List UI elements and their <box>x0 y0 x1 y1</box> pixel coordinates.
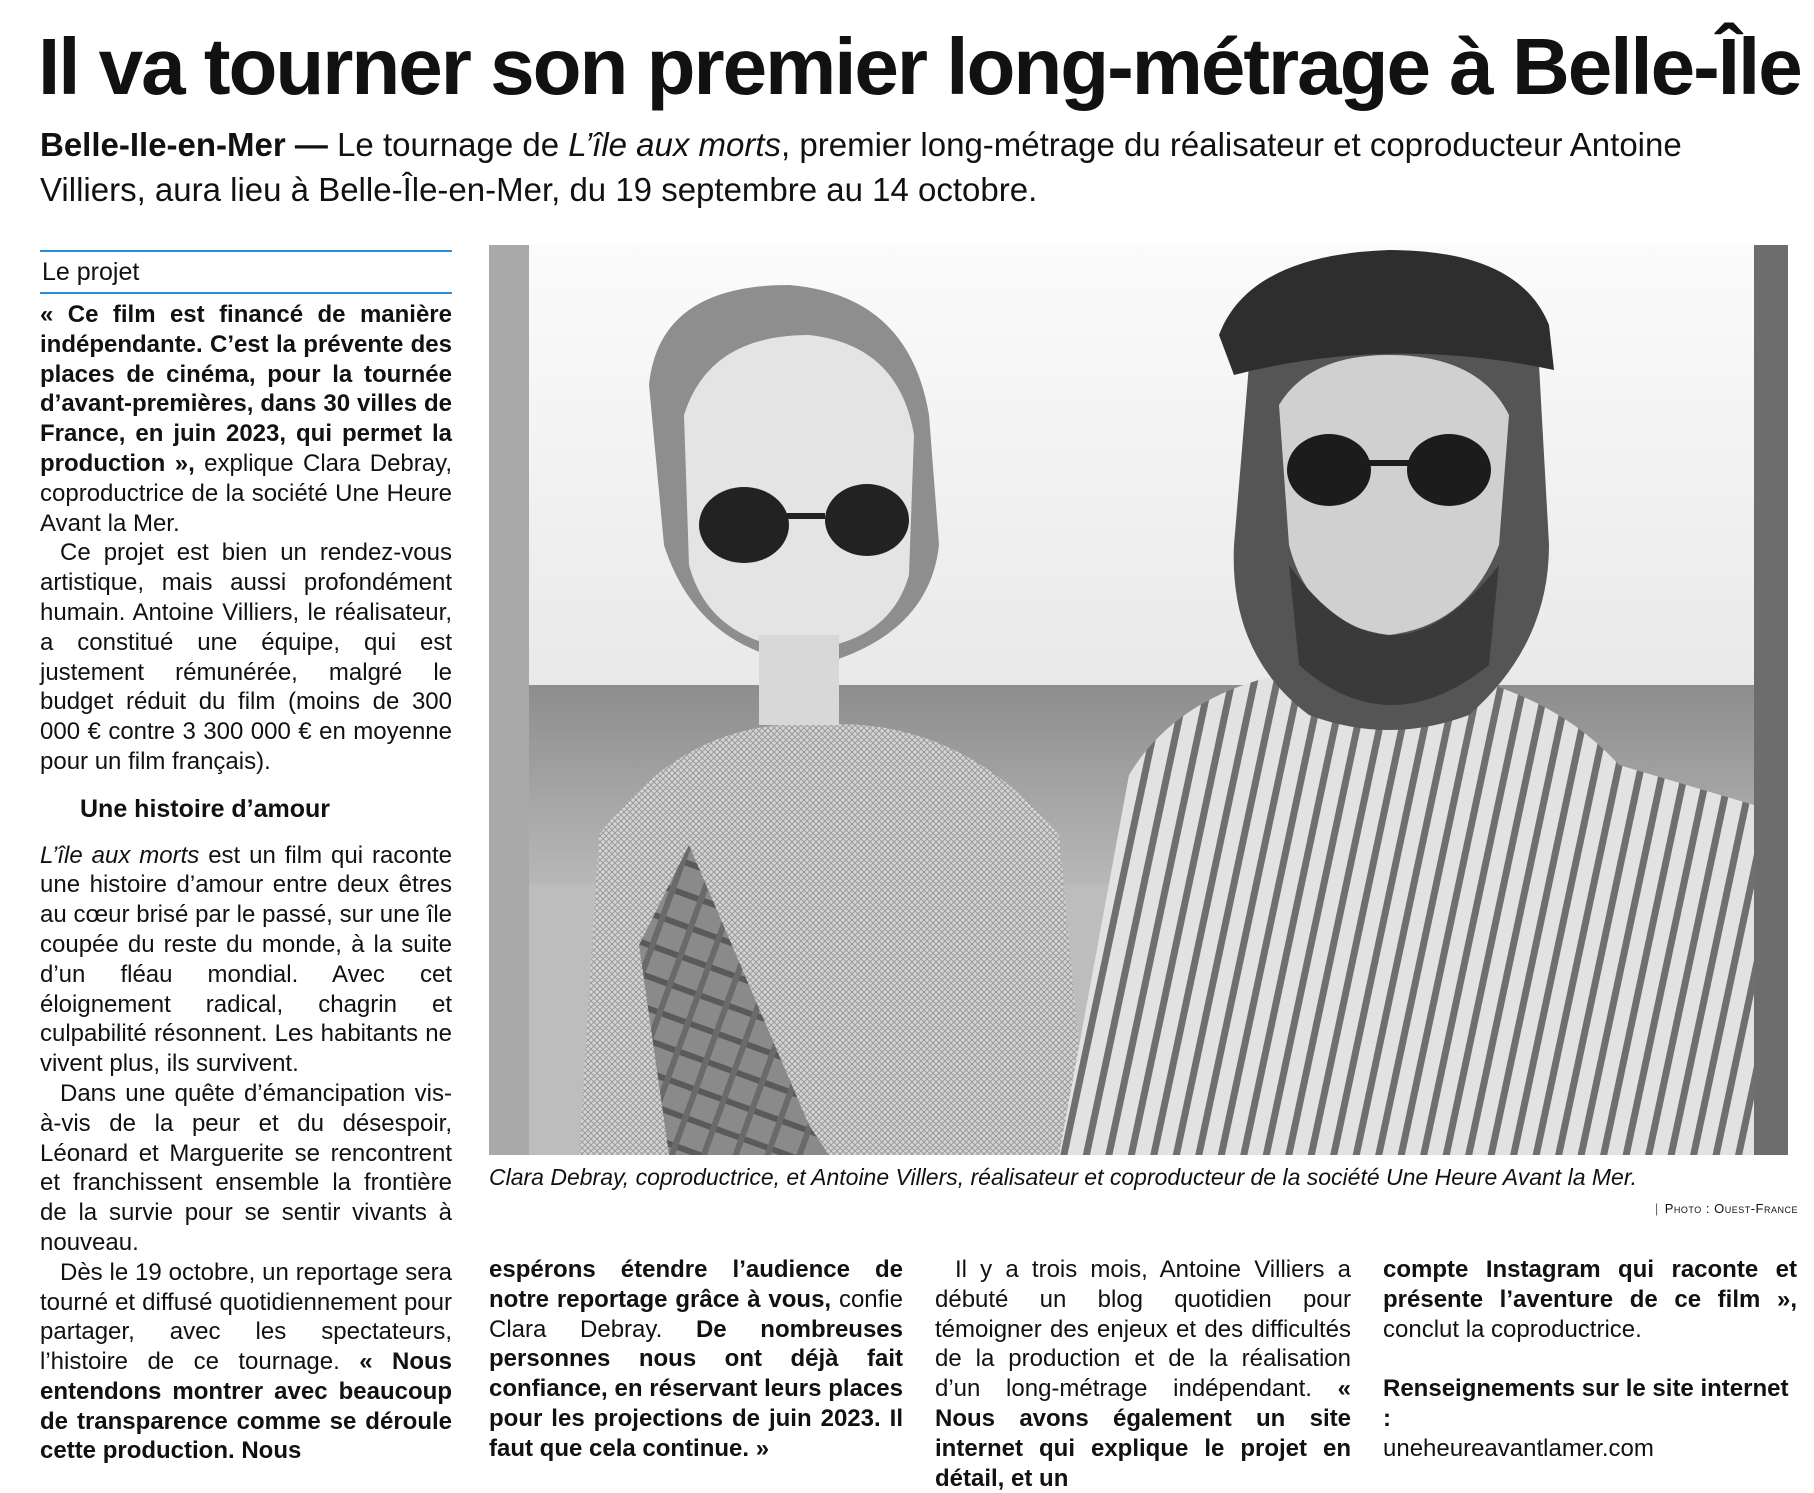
photo-caption: Clara Debray, coproductrice, et Antoine Villers, réalisateur et coproducteur de la société Une Heure Avant la Mer. <box>489 1164 1638 1190</box>
lead-paragraph <box>40 122 1780 212</box>
col1-para-3 <box>40 841 452 1079</box>
col1-quote: « Ce film est financé de manière indépendante. C’est la prévente des places de cinéma, pour la tournée d’avant-premières, dans 30 villes de France, en juin 2023, qui permet la production », <box>40 301 452 477</box>
col2-quote-2: De nombreuses personnes nous ont déjà fait confiance, <box>489 1315 903 1403</box>
col4-para <box>1383 1255 1797 1344</box>
col1-film-title: L’île aux morts <box>40 841 200 869</box>
col2-attribution: confie Clara Debray. <box>489 1285 903 1343</box>
col1-para-5 <box>40 1258 452 1467</box>
col1-para-1 <box>40 300 452 538</box>
photo-credit: | Photo : Ouest-France <box>1654 1201 1798 1216</box>
col1-para-3-text: est un film qui raconte une histoire d’amour entre deux êtres au cœur brisé par le passé, sur une île coupée du reste du monde, à la suite d’un fléau mondial. Avec cet éloignement radical, chagrin et culpabilité résonnent. Les habitants ne vivent plus, ils survivent. <box>40 841 453 1078</box>
col1-para-5-quote: « Nous entendons montrer avec beaucoup de transparence comme se déroule cette production. Nous <box>40 1348 452 1465</box>
col2-quote-3: en réservant leurs places pour les projections de juin 2023. Il faut que cela continue. » <box>489 1375 903 1462</box>
column-3 <box>935 1255 1351 1493</box>
article-photo <box>489 245 1788 1155</box>
column-1 <box>40 250 452 1466</box>
column-2 <box>489 1255 903 1464</box>
col2-quote: espérons étendre l’audience de notre reportage grâce à vous, <box>489 1256 903 1313</box>
info-url[interactable]: uneheureavantlamer.com <box>1383 1434 1654 1462</box>
col1-para-2: Ce projet est bien un rendez-vous artistique, mais aussi profondément humain. Antoine Villiers, le réalisateur, a constitué une équipe, qui est justement rémunérée, malgré le budget réduit du film (moins de 300 000 € contre 3 300 000 € en moyenne pour un film français). <box>40 539 452 775</box>
info-label: Renseignements sur le site internet : <box>1383 1375 1789 1433</box>
box-heading: Le projet <box>40 250 452 294</box>
col3-para <box>935 1255 1351 1493</box>
subheading: Une histoire d’amour <box>80 794 331 823</box>
lead-film-title: L’île aux morts <box>568 126 782 163</box>
lead-text-1: Le tournage de <box>327 126 569 163</box>
col4-info <box>1383 1374 1797 1463</box>
headline: Il va tourner son premier long-métrage à Belle-Île <box>38 22 1801 111</box>
col1-para-5-text: Dès le 19 octobre, un reportage sera tourné et diffusé quotidiennement pour partager, avec les spectateurs, l’histoire de ce tournage. <box>40 1258 452 1376</box>
col3-quote: « Nous avons également un site internet qui explique le projet en détail, et un <box>935 1375 1351 1492</box>
dateline: Belle-Ile-en-Mer — <box>40 126 328 163</box>
photo-credit-text: Photo : Ouest-France <box>1664 1201 1798 1216</box>
column-4 <box>1383 1255 1797 1464</box>
col4-attribution: conclut la coproductrice. <box>1383 1315 1642 1343</box>
col2-para <box>489 1255 903 1464</box>
col3-text: Il y a trois mois, Antoine Villiers a débuté un blog quotidien pour témoigner des enjeux et des difficultés de la production et de la réalisation d’un long-métrage indépendant. <box>935 1256 1351 1403</box>
col1-para-4: Dans une quête d’émancipation vis-à-vis de la peur et du désespoir, Léonard et Marguerite se rencontrent et franchissent ensemble la frontière de la survie pour se sentir vivants à nouveau. <box>40 1079 452 1256</box>
photo-illustration <box>489 245 1788 1155</box>
col4-quote: compte Instagram qui raconte et présente l’aventure de ce film », <box>1383 1256 1797 1313</box>
col1-attribution: explique Clara Debray, coproductrice de la société Une Heure Avant la Mer. <box>40 449 452 537</box>
lead-text-2: , premier long-métrage du réalisateur et coproducteur Antoine Villiers, aura lieu à Belle-Île-en-Mer, du 19 septembre au 14 octobre. <box>40 126 1682 208</box>
